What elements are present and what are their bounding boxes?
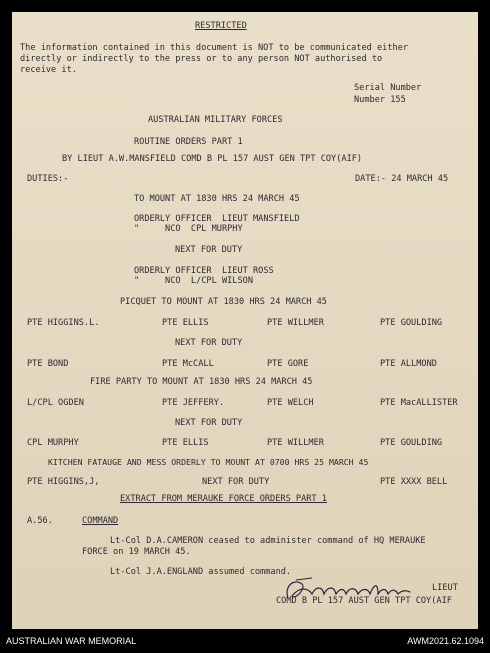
notice-line: directly or indirectly to the press or to any person NOT authorised to	[20, 54, 383, 64]
roster-entry: PTE GOULDING	[380, 318, 443, 328]
roster-entry: PTE GOULDING	[380, 438, 443, 448]
footer-credit: AUSTRALIAN WAR MEMORIAL	[6, 636, 137, 646]
next-for-duty-heading: NEXT FOR DUTY	[175, 245, 243, 255]
issued-by: BY LIEUT A.W.MANSFIELD COMD B PL 157 AUST GEN TPT COY(AIF)	[62, 154, 363, 164]
extract-heading: EXTRACT FROM MERAUKE FORCE ORDERS PART 1	[120, 494, 327, 504]
order-date: DATE:- 24 MARCH 45	[355, 174, 449, 184]
footer-bar	[0, 629, 490, 653]
serial-number: Number 155	[354, 95, 406, 105]
roster-entry: PTE WELCH	[267, 398, 314, 408]
restricted-heading: RESTRICTED	[195, 21, 247, 31]
roster-entry: PTE XXXX BELL	[380, 477, 448, 487]
kitchen-heading: KITCHEN FATAUGE AND MESS ORDERLY TO MOUNT AT 0700 HRS 25 MARCH 45	[48, 457, 369, 467]
picquet-heading: PICQUET TO MOUNT AT 1830 HRS 24 MARCH 45	[120, 297, 327, 307]
notice-line: The information contained in this document is NOT to be communicated either	[20, 43, 409, 53]
roster-entry: PTE ALLMOND	[380, 359, 437, 369]
orderly-officer-next: ORDERLY OFFICER LIEUT ROSS	[134, 266, 274, 276]
roster-entry: PTE WILLMER	[267, 318, 324, 328]
document-page	[12, 12, 478, 629]
orderly-nco-next: " NCO L/CPL WILSON	[134, 276, 253, 286]
duties-label: DUTIES:-	[27, 174, 69, 184]
roster-entry: CPL MURPHY	[27, 438, 79, 448]
roster-entry: PTE HIGGINS.L.	[27, 318, 100, 328]
signature-block: COMD B PL 157 AUST GEN TPT COY(AIF	[276, 596, 452, 606]
notice-line: receive it.	[20, 65, 77, 75]
roster-entry: PTE ELLIS	[162, 318, 209, 328]
roster-entry: PTE GORE	[267, 359, 309, 369]
item-text-line: FORCE on 19 MARCH 45.	[82, 547, 191, 557]
orders-title: ROUTINE ORDERS PART 1	[134, 137, 243, 147]
fire-party-heading: FIRE PARTY TO MOUNT AT 1830 HRS 24 MARCH 45	[90, 377, 313, 387]
roster-entry: PTE BOND	[27, 359, 69, 369]
organisation: AUSTRALIAN MILITARY FORCES	[148, 115, 283, 125]
roster-entry: PTE ELLIS	[162, 438, 209, 448]
roster-entry: PTE JEFFERY.	[162, 398, 225, 408]
signature-rank: LIEUT	[432, 583, 458, 593]
orderly-officer: ORDERLY OFFICER LIEUT MANSFIELD	[134, 214, 300, 224]
roster-entry: L/CPL OGDEN	[27, 398, 84, 408]
mount-time: TO MOUNT AT 1830 HRS 24 MARCH 45	[134, 194, 300, 204]
item-number: A.56.	[27, 516, 53, 526]
roster-entry: PTE McCALL	[162, 359, 214, 369]
roster-entry: PTE MacALLISTER	[380, 398, 458, 408]
orderly-nco: " NCO CPL MURPHY	[134, 224, 243, 234]
item-text-line: Lt-Col D.A.CAMERON ceased to administer command of HQ MERAUKE	[110, 536, 426, 546]
next-for-duty-heading: NEXT FOR DUTY	[175, 338, 243, 348]
serial-label: Serial Number	[354, 83, 422, 93]
roster-entry: PTE WILLMER	[267, 438, 324, 448]
next-for-duty-heading: NEXT FOR DUTY	[175, 418, 243, 428]
roster-entry: PTE HIGGINS,J,	[27, 477, 100, 487]
next-for-duty-heading: NEXT FOR DUTY	[202, 477, 270, 487]
footer-accession-number: AWM2021.62.1094	[407, 636, 484, 646]
item-text-line: Lt-Col J.A.ENGLAND assumed command.	[110, 567, 292, 577]
item-title: COMMAND	[82, 516, 119, 526]
